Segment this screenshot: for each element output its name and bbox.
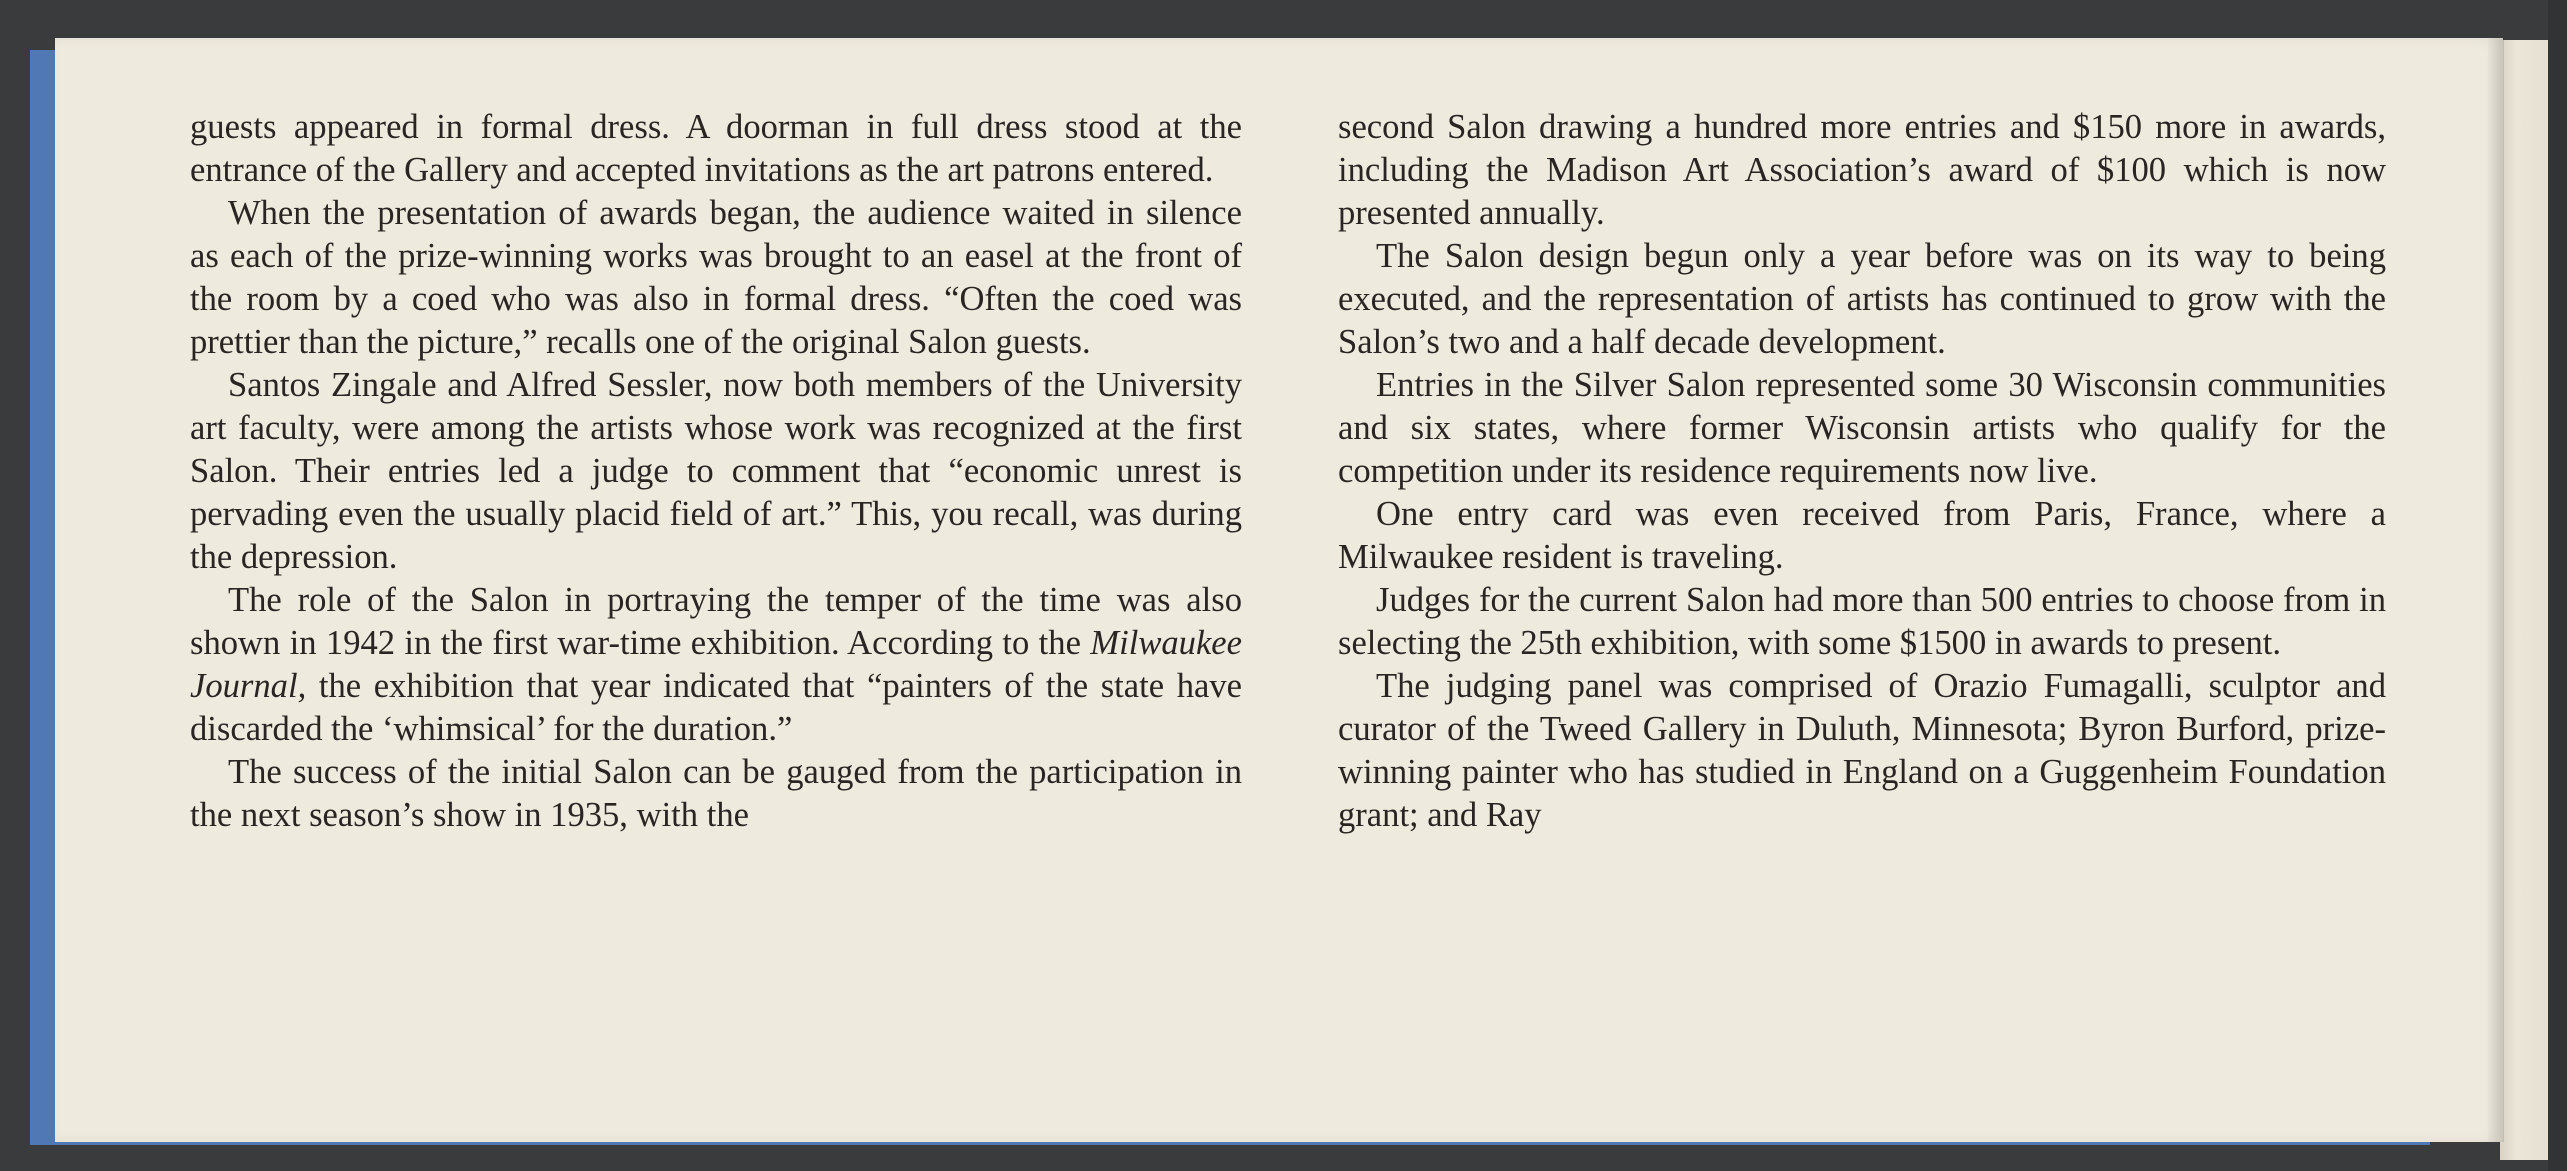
next-page-edge (2500, 40, 2548, 1160)
left-paragraph-3: Santos Zingale and Alfred Sessler, now both members of the University art faculty, were among the artists whose work was recognized at the first Salon. Their entries led a judge to comment that “economic unrest is pervading even the usually placid field of art.” This, you recall, was during the depression. (190, 366, 1242, 576)
right-paragraph-5: Judges for the current Salon had more than 500 entries to choose from in selecting the 25th exhibition, with some $1500 in awards to present. (1338, 581, 2386, 662)
background-edge (2548, 0, 2567, 1171)
right-paragraph-3: Entries in the Silver Salon represented some 30 Wisconsin communities and six states, where former Wisconsin artists who qualify for the competition under its residence requirements now live. (1338, 366, 2386, 490)
right-paragraph-2: The Salon design begun only a year before was on its way to being executed, and the representation of artists has continued to grow with the Salon’s two and a half decade development. (1338, 237, 2386, 361)
gutter-shadow (2488, 38, 2504, 1142)
left-paragraph-1: guests appeared in formal dress. A doorman in full dress stood at the entrance of the Gallery and accepted invitations as the art patrons entered. (190, 108, 1242, 189)
right-paragraph-6: The judging panel was comprised of Orazio Fumagalli, sculptor and curator of the Tweed Gallery in Duluth, Minnesota; Byron Burford, prize-winning painter who has studied in England on a Guggenheim Foundation grant; and Ray (1338, 667, 2386, 834)
left-paragraph-4-end: the exhibition that year indicated that “painters of the state have discarded the ‘whimsical’ for the duration.” (190, 667, 1242, 748)
right-text-column (1338, 106, 2386, 837)
newspaper-title: Milwaukee Journal, (190, 624, 1242, 705)
right-paragraph-4: One entry card was even received from Paris, France, where a Milwaukee resident is traveling. (1338, 495, 2386, 576)
left-paragraph-4 (190, 579, 1242, 751)
right-paragraph-1: second Salon drawing a hundred more entries and $150 more in awards, including the Madison Art Association’s award of $100 which is now presented annually. (1338, 108, 2386, 232)
left-paragraph-2: When the presentation of awards began, the audience waited in silence as each of the prize-winning works was brought to an easel at the front of the room by a coed who was also in formal dress. “Often the coed was prettier than the picture,” recalls one of the original Salon guests. (190, 194, 1242, 361)
left-paragraph-5: The success of the initial Salon can be gauged from the participation in the next season’s show in 1935, with the (190, 753, 1242, 834)
left-text-column (190, 106, 1242, 837)
left-paragraph-4-start: The role of the Salon in portraying the temper of the time was also shown in 1942 in the first war-time exhibition. According to the (190, 581, 1242, 662)
